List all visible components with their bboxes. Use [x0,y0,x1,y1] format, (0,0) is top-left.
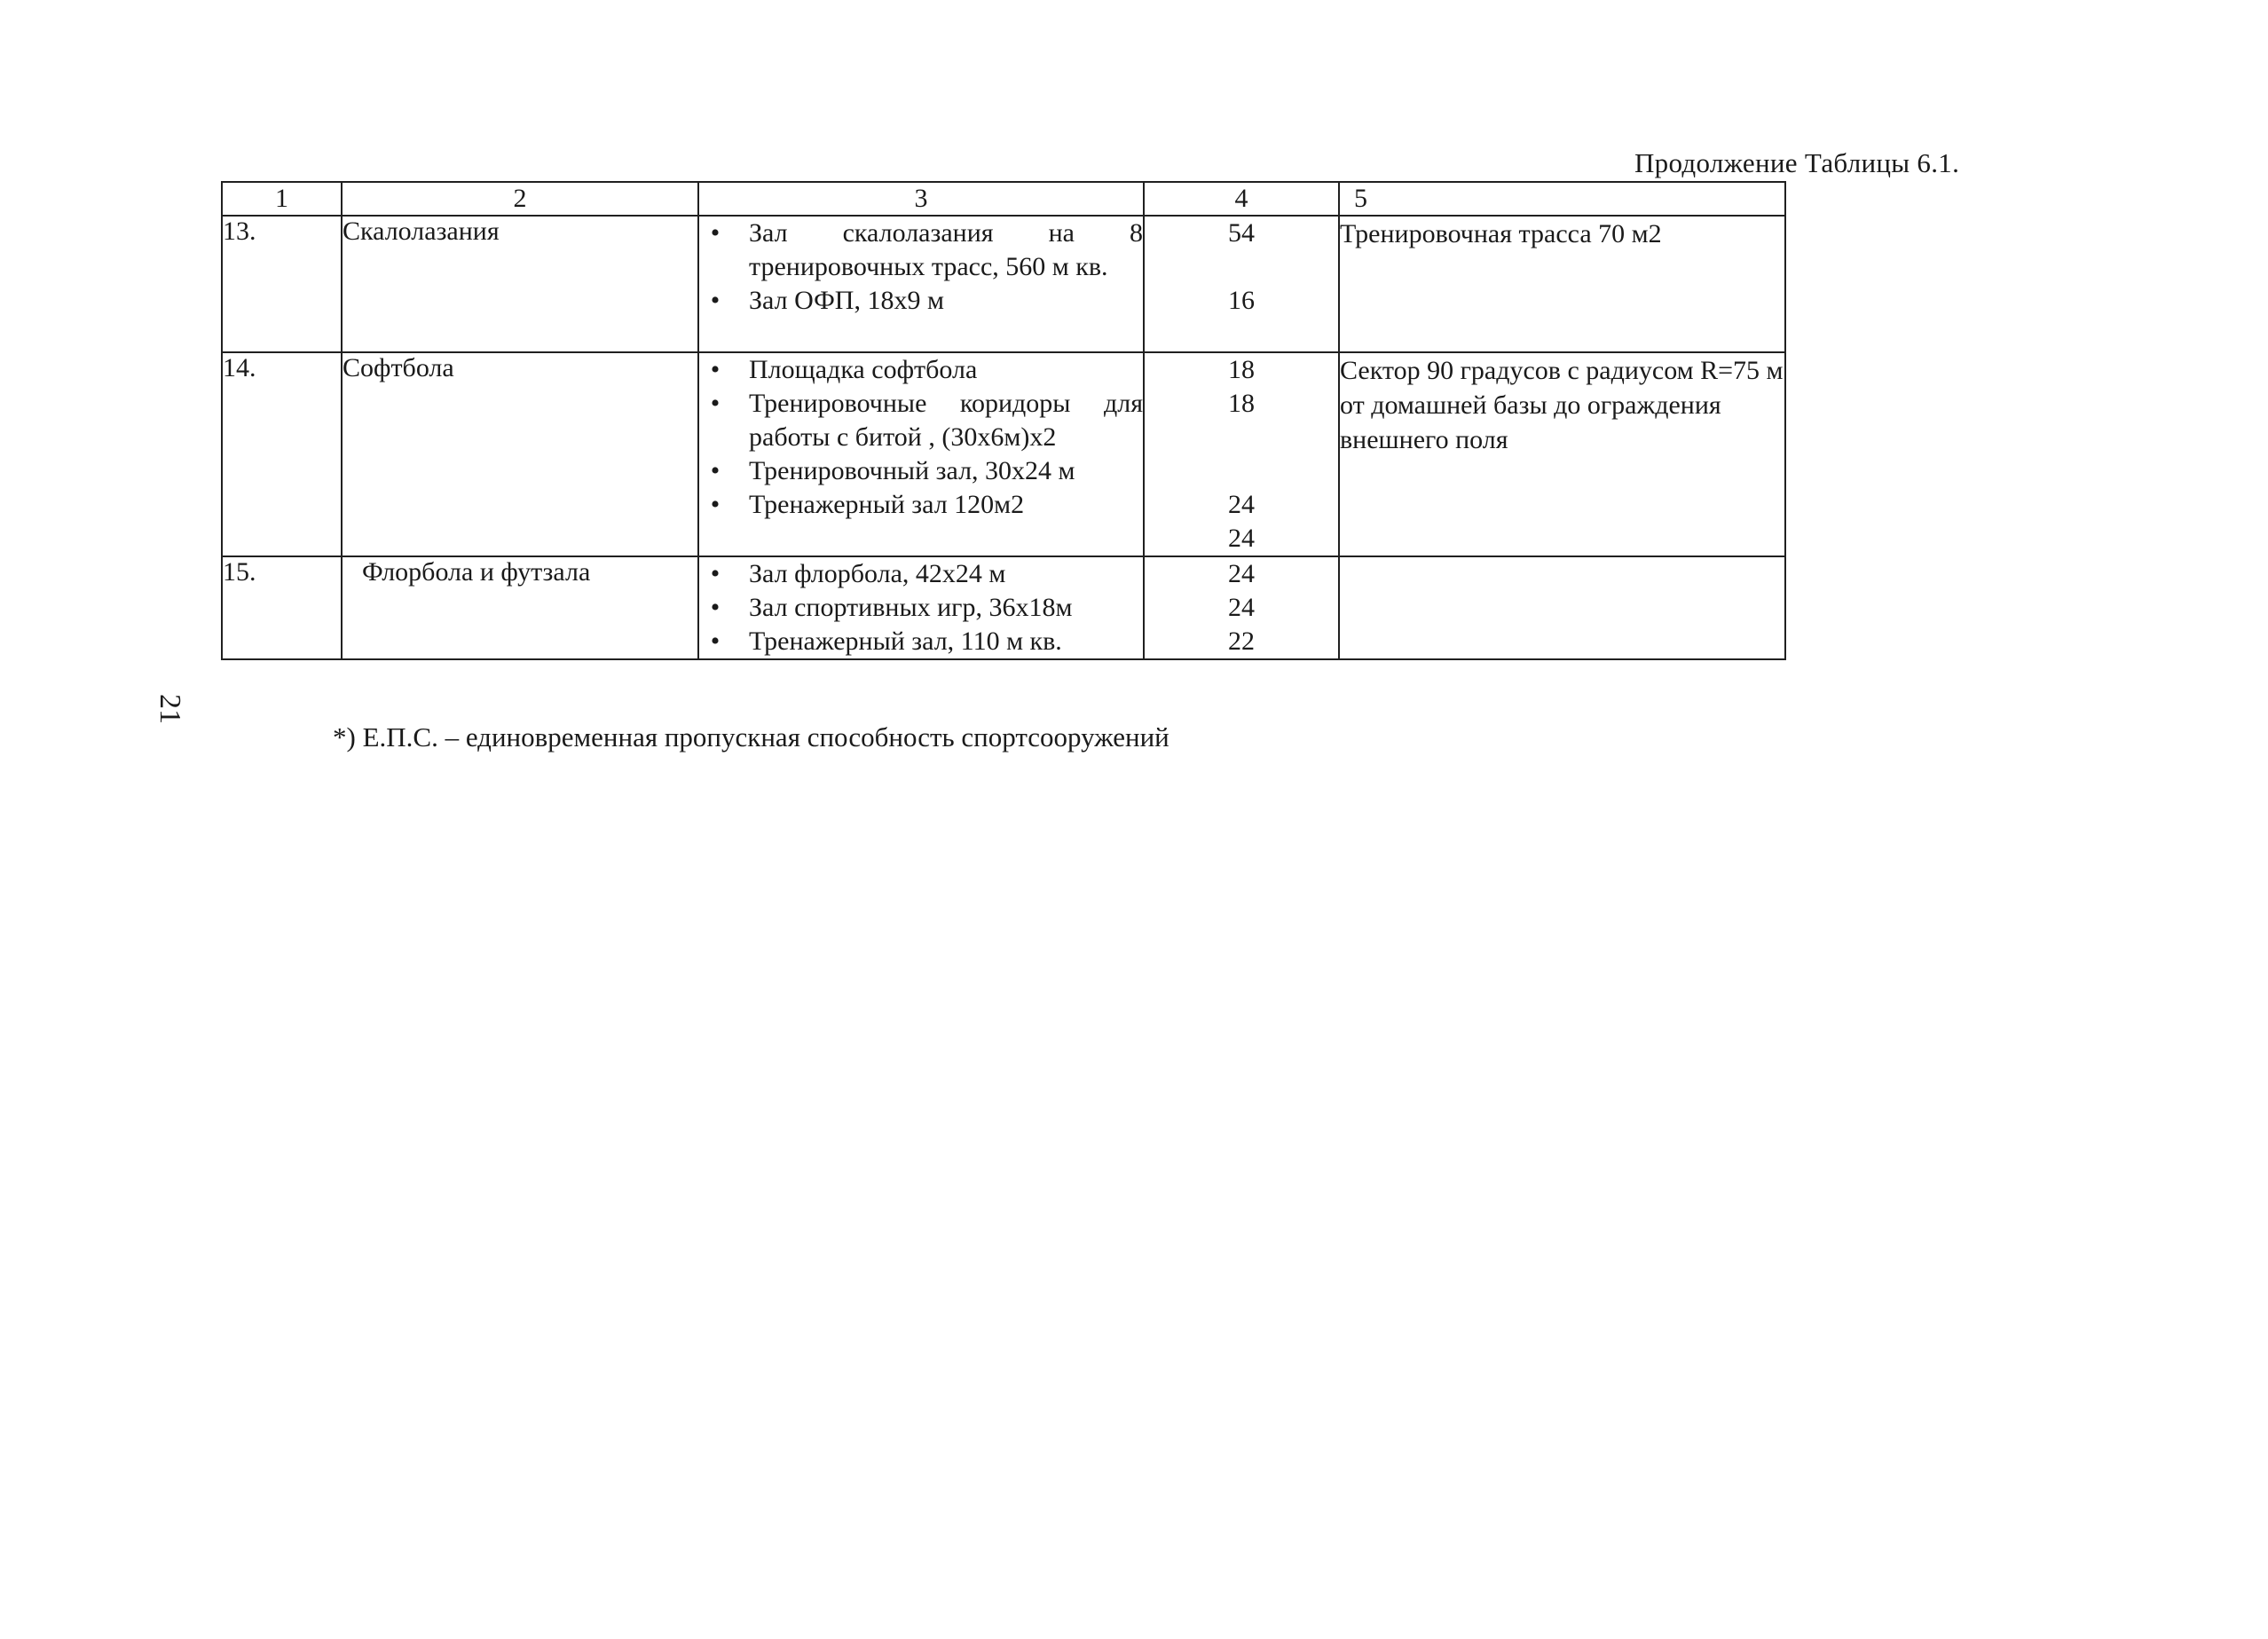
facility-item: Тренажерный зал, 110 м кв. [749,626,1062,656]
bullet-icon: • [710,593,721,622]
list-item [699,557,1143,591]
capacity-value [1145,421,1338,454]
bullet-icon: • [710,559,721,588]
row-number: 13. [222,216,342,352]
page-number: 21 [154,694,186,724]
column-header: 4 [1144,182,1339,216]
capacity-values [1144,352,1339,556]
facility-note: Сектор 90 градусов с радиусом R=75 м от домашней базы до ограждения внешнего поля [1339,352,1785,556]
bullet-icon: • [710,490,721,519]
table-row [222,352,1785,556]
capacity-value [1145,318,1338,351]
facilities-table [221,181,1786,660]
sport-name: Скалолазания [342,216,698,352]
facility-list [698,352,1144,556]
facility-item: Зал ОФП, 18х9 м [749,286,944,315]
capacity-value: 18 [1228,355,1255,384]
table-header-row [222,182,1785,216]
column-header: 2 [342,182,698,216]
facility-item: Площадка софтбола [749,355,978,384]
footnote: *) Е.П.С. – единовременная пропускная способность спортсооружений [333,721,1169,753]
list-item [699,217,1143,284]
capacity-value: 24 [1228,559,1255,588]
capacity-value: 18 [1228,389,1255,418]
capacity-value: 24 [1228,490,1255,519]
facility-note: Тренировочная трасса 70 м2 [1339,216,1785,352]
list-item [699,454,1143,488]
table-row [222,556,1785,659]
capacity-value: 24 [1228,524,1255,553]
capacity-value: 22 [1228,626,1255,656]
list-item [699,284,1143,318]
row-number: 15. [222,556,342,659]
facility-item: Зал флорбола, 42х24 м [749,559,1006,588]
list-item [699,591,1143,625]
facility-item: Зал скалолазания на 8 тренировочных трасс, 560 м кв. [749,218,1143,281]
list-item [699,387,1143,454]
column-header: 1 [222,182,342,216]
facility-item: Тренажерный зал 120м2 [749,490,1025,519]
bullet-icon: • [710,626,721,656]
facility-item: Тренировочный зал, 30х24 м [749,456,1075,485]
bullet-icon: • [710,389,721,418]
list-item [699,625,1143,658]
capacity-value [1145,250,1338,284]
bullet-icon: • [710,286,721,315]
capacity-value: 16 [1228,286,1255,315]
facility-note [1339,556,1785,659]
table-row [222,216,1785,352]
bullet-icon: • [710,218,721,248]
capacity-values [1144,216,1339,352]
capacity-value: 24 [1228,593,1255,622]
table-caption: Продолжение Таблицы 6.1. [1634,147,1960,178]
capacity-values [1144,556,1339,659]
bullet-icon: • [710,355,721,384]
facility-list [698,556,1144,659]
sport-name: Софтбола [342,352,698,556]
row-number: 14. [222,352,342,556]
sport-name: Флорбола и футзала [342,556,698,659]
capacity-value: 54 [1228,218,1255,248]
capacity-value [1145,454,1338,488]
list-item [699,353,1143,387]
list-item [699,488,1143,522]
facility-item: Тренировочные коридоры для работы с битой , (30х6м)х2 [749,389,1143,452]
facility-item: Зал спортивных игр, 36х18м [749,593,1073,622]
column-header: 5 [1339,182,1785,216]
column-header: 3 [698,182,1144,216]
facility-list [698,216,1144,352]
bullet-icon: • [710,456,721,485]
